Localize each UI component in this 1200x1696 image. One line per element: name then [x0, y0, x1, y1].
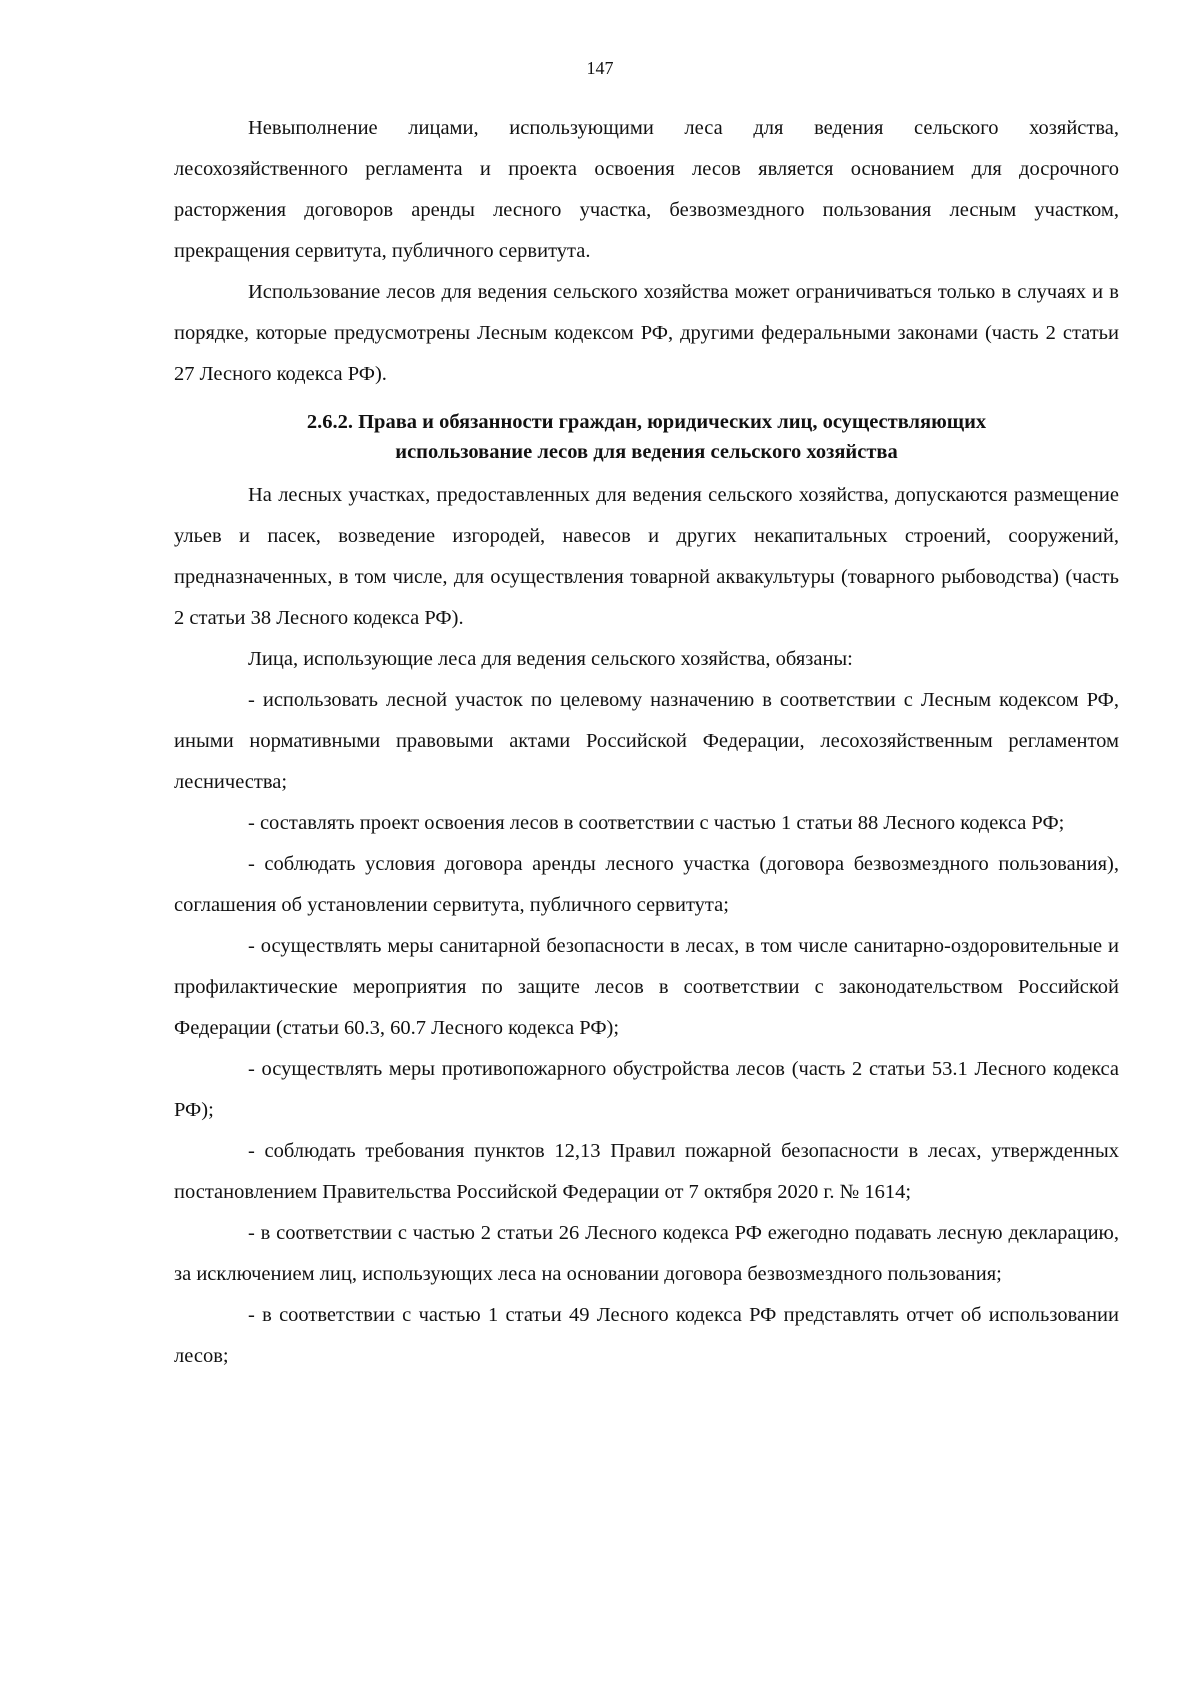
paragraph-obligations-intro: Лица, использующие леса для ведения сельского хозяйства, обязаны:: [248, 648, 853, 670]
section-heading-line-1: 2.6.2. Права и обязанности граждан, юридических лиц, осуществляющих: [306, 411, 987, 433]
section-heading: [174, 407, 1119, 467]
obligation-item: - осуществлять меры противопожарного обустройства лесов (часть 2 статьи 53.1 Лесного кодекса РФ);: [174, 1058, 1119, 1121]
obligation-item: - в соответствии с частью 2 статьи 26 Лесного кодекса РФ ежегодно подавать лесную декларацию, за исключением лиц, использующих леса на основании договора безвозмездного пользования;: [174, 1222, 1119, 1285]
section-heading-line-2: использование лесов для ведения сельского хозяйства: [395, 441, 898, 463]
obligation-item: - составлять проект освоения лесов в соответствии с частью 1 статьи 88 Лесного кодекса РФ;: [248, 812, 1065, 834]
obligation-item: - соблюдать условия договора аренды лесного участка (договора безвозмездного пользования), соглашения об установлении сервитута, публичного сервитута;: [174, 853, 1119, 916]
paragraph-restriction: Использование лесов для ведения сельского хозяйства может ограничиваться только в случаях и в порядке, которые предусмотрены Лесным кодексом РФ, другими федеральными законами (часть 2 статьи 27 Лесного кодекса РФ).: [174, 281, 1119, 385]
page-number: 147: [586, 58, 614, 78]
paragraph-noncompliance: Невыполнение лицами, использующими леса для ведения сельского хозяйства, лесохозяйственного регламента и проекта освоения лесов является основанием для досрочного расторжения договоров аренды лесного участка, безвозмездного пользования лесным участком, прекращения сервитута, публичного сервитута.: [174, 117, 1119, 262]
paragraph-permitted-structures: На лесных участках, предоставленных для ведения сельского хозяйства, допускаются размещение ульев и пасек, возведение изгородей, навесов и других некапитальных строений, сооружений, предназначенных, в том числе, для осуществления товарной аквакультуры (товарного рыбоводства) (часть 2 статьи 38 Лесного кодекса РФ).: [174, 484, 1119, 629]
obligation-item: - осуществлять меры санитарной безопасности в лесах, в том числе санитарно-оздоровительные и профилактические мероприятия по защите лесов в соответствии с законодательством Российской Федерации (статьи 60.3, 60.7 Лесного кодекса РФ);: [174, 935, 1119, 1039]
document-body: [174, 108, 1119, 1377]
obligation-item: - соблюдать требования пунктов 12,13 Правил пожарной безопасности в лесах, утвержденных постановлением Правительства Российской Федерации от 7 октября 2020 г. № 1614;: [174, 1140, 1119, 1203]
obligation-item: - использовать лесной участок по целевому назначению в соответствии с Лесным кодексом РФ, иными нормативными правовыми актами Российской Федерации, лесохозяйственным регламентом лесничества;: [174, 689, 1119, 793]
obligation-item: - в соответствии с частью 1 статьи 49 Лесного кодекса РФ представлять отчет об использовании лесов;: [174, 1304, 1119, 1367]
